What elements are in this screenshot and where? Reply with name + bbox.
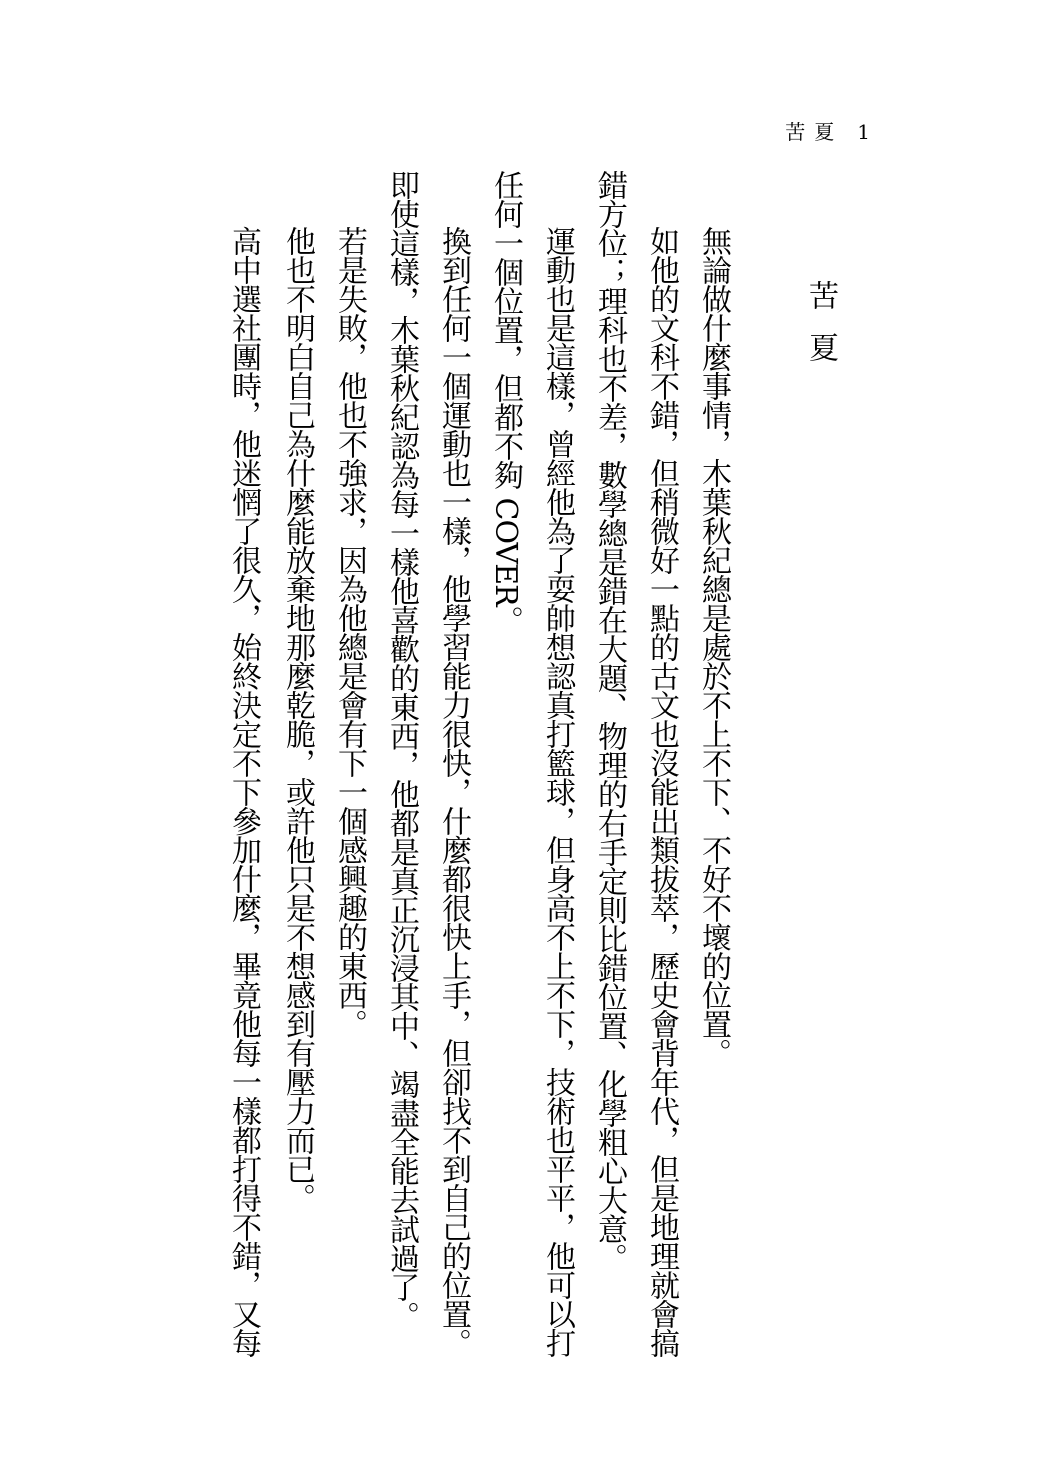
text-column-5: 任何一個位置，但都不夠 COVER。 (488, 170, 523, 635)
text-column-10: 高中選社團時，他迷惘了很久，始終決定不下參加什麼，畢竟他每一樣都打得不錯，又每 (226, 226, 261, 1357)
page-header (785, 116, 870, 145)
text-column-4: 運動也是這樣，曾經他為了耍帥想認真打籃球，但身高不上不下，技術也平平，他可以打 (540, 226, 575, 1357)
text-column-3: 錯方位；理科也不差，數學總是錯在大題、物理的右手定則比錯位置、化學粗心大意。 (592, 170, 627, 1272)
text-column-8: 若是失敗，他也不強求，因為他總是會有下一個感興趣的東西。 (332, 226, 367, 1038)
text-column-7: 即使這樣，木葉秋紀認為每一樣他喜歡的東西，他都是真正沉浸其中、竭盡全能去試過了。 (384, 170, 419, 1330)
page-number: 1 (857, 120, 870, 144)
chapter-title: 苦夏 (803, 280, 838, 384)
text-column-6: 換到任何一個運動也一樣，他學習能力很快，什麼都很快上手，但卻找不到自己的位置。 (436, 226, 471, 1357)
text-column-9: 他也不明白自己為什麼能放棄地那麼乾脆，或許他只是不想感到有壓力而已。 (280, 226, 315, 1212)
running-title: 苦夏 (785, 120, 844, 144)
text-column-1: 無論做什麼事情，木葉秋紀總是處於不上不下、不好不壞的位置。 (696, 226, 731, 1067)
text-column-2: 如他的文科不錯，但稍微好一點的古文也沒能出類拔萃，歷史會背年代，但是地理就會搞 (644, 226, 679, 1357)
